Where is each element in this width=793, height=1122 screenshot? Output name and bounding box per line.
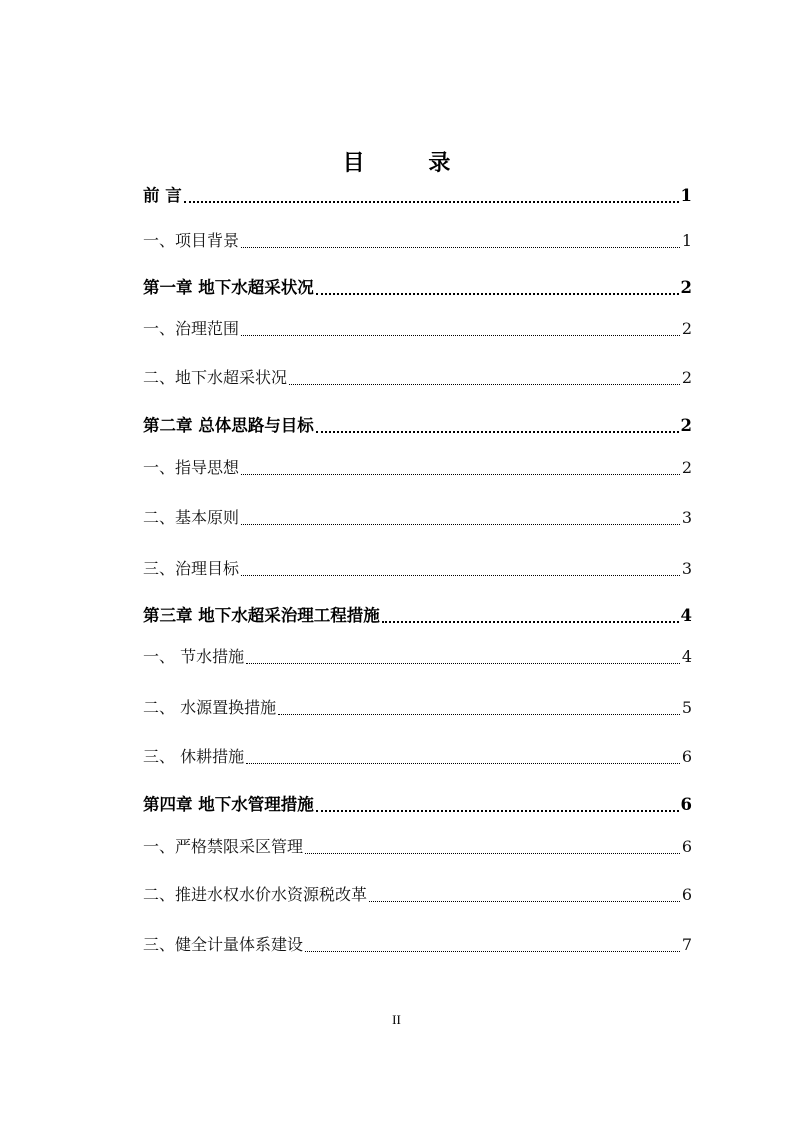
toc-entry-label: 二、地下水超采状况 [143,368,288,387]
toc-dot-leader [305,951,680,952]
toc-chapter-entry[interactable] [143,276,692,300]
toc-section-entry[interactable] [143,645,692,669]
toc-page-number: 1 [681,231,692,250]
toc-chapter-entry[interactable] [143,184,692,208]
toc-dot-leader [289,384,680,385]
toc-section-entry[interactable] [143,317,692,341]
toc-page-number: 4 [681,647,692,666]
toc-page-number: 6 [681,885,692,904]
toc-page-number: 3 [681,559,692,578]
toc-page-number: 6 [681,837,692,856]
toc-page-number: 7 [681,935,692,954]
toc-entry-label: 一、指导思想 [143,458,240,477]
toc-entry-label: 一、治理范围 [143,319,240,338]
toc-page-number: 2 [681,319,692,338]
toc-entry-label: 第四章 地下水管理措施 [143,795,314,814]
toc-dot-leader [316,293,679,295]
toc-dot-leader [246,763,680,764]
toc-page-number: 3 [681,508,692,527]
toc-section-entry[interactable] [143,933,692,957]
toc-dot-leader [241,335,680,336]
toc-section-entry[interactable] [143,229,692,253]
toc-entry-label: 二、基本原则 [143,508,240,527]
toc-section-entry[interactable] [143,456,692,480]
toc-entry-label: 三、 休耕措施 [143,747,245,766]
toc-page-number: 2 [681,458,692,477]
toc-entry-label: 第二章 总体思路与目标 [143,416,314,435]
toc-entry-label: 一、项目背景 [143,231,240,250]
toc-entry-label: 一、严格禁限采区管理 [143,837,304,856]
toc-dot-leader [241,247,680,248]
page-number-footer: II [392,1012,401,1027]
toc-chapter-entry[interactable] [143,414,692,438]
toc-dot-leader [184,201,679,203]
toc-dot-leader [241,474,680,475]
toc-dot-leader [316,810,679,812]
toc-page-number: 2 [680,278,692,297]
toc-section-entry[interactable] [143,745,692,769]
toc-page-number: 6 [680,795,692,814]
toc-chapter-entry[interactable] [143,793,692,817]
toc-dot-leader [246,663,680,664]
toc-section-entry[interactable] [143,883,692,907]
toc-section-entry[interactable] [143,557,692,581]
toc-page-number: 2 [680,416,692,435]
toc-section-entry[interactable] [143,506,692,530]
toc-page-number: 6 [681,747,692,766]
toc-page-number: 2 [681,368,692,387]
toc-chapter-entry[interactable] [143,604,692,628]
toc-entry-label: 第一章 地下水超采状况 [143,278,314,297]
toc-page-number: 4 [680,606,692,625]
toc-entry-label: 二、 水源置换措施 [143,698,277,717]
toc-dot-leader [316,431,679,433]
toc-entry-label: 二、推进水权水价水资源税改革 [143,885,368,904]
toc-entry-label: 一、 节水措施 [143,647,245,666]
toc-section-entry[interactable] [143,366,692,390]
toc-dot-leader [241,524,680,525]
toc-title: 目 录 [342,150,479,176]
toc-dot-leader [369,901,680,902]
toc-section-entry[interactable] [143,696,692,720]
toc-entry-label: 第三章 地下水超采治理工程措施 [143,606,380,625]
toc-entry-label: 三、健全计量体系建设 [143,935,304,954]
toc-entry-label: 前 言 [143,186,182,205]
toc-page-number: 5 [681,698,692,717]
toc-entry-label: 三、治理目标 [143,559,240,578]
toc-dot-leader [382,621,679,623]
toc-section-entry[interactable] [143,835,692,859]
toc-dot-leader [305,853,680,854]
toc-dot-leader [241,575,680,576]
toc-dot-leader [278,714,680,715]
toc-page-number: 1 [680,186,692,205]
